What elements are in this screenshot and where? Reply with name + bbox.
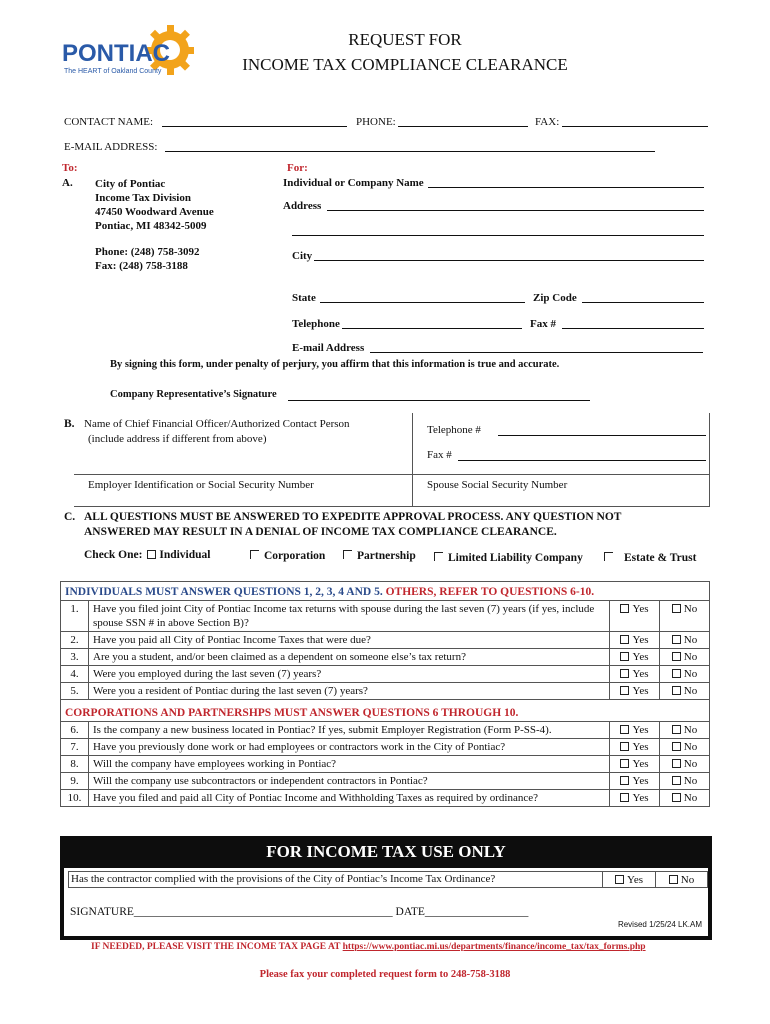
yes-option[interactable] [610,790,660,807]
for-fax-field[interactable] [562,328,704,329]
zip-label: Zip Code [533,292,577,304]
question-text: Were you a resident of Pontiac during the last seven (7) years? [89,683,610,700]
section-c-line-1: ALL QUESTIONS MUST BE ANSWERED TO EXPEDITE APPROVAL PROCESS. ANY QUESTION NOT [84,511,622,523]
for-label: For: [287,162,308,174]
estate-option: Estate & Trust [624,552,697,564]
footer-visit-text: IF NEEDED, PLEASE VISIT THE INCOME TAX PAGE AT [91,942,341,952]
contact-name-label: CONTACT NAME: [64,116,154,128]
to-contact [95,245,200,273]
no-label: No [683,792,698,804]
yes-checkbox[interactable] [620,635,629,644]
no-label: No [683,634,698,646]
company-name-field[interactable] [428,187,704,188]
address-field[interactable] [327,210,704,211]
b-fax-field[interactable] [458,460,706,461]
partnership-row [343,550,416,562]
table-row [61,790,710,807]
question-number: 5. [61,683,89,700]
no-checkbox[interactable] [672,725,681,734]
office-signature-line[interactable]: SIGNATURE_____________________________________________ DATE__________________ [70,906,529,918]
yes-checkbox[interactable] [620,725,629,734]
individual-checkbox[interactable] [147,550,156,559]
yes-checkbox[interactable] [620,686,629,695]
question-number: 6. [61,722,89,739]
address-field-2[interactable] [292,235,704,236]
cfo-label: Name of Chief Financial Officer/Authorized Contact Person [84,418,350,430]
yes-label: Yes [632,758,649,770]
yes-checkbox[interactable] [620,776,629,785]
yes-checkbox[interactable] [620,793,629,802]
state-label: State [292,292,316,304]
no-checkbox[interactable] [672,669,681,678]
to-address [95,177,214,233]
question-number: 1. [61,601,89,632]
individuals-header-red: OTHERS, REFER TO QUESTIONS 6-10. [385,586,595,598]
corporations-header: CORPORATIONS AND PARTNERSHPS MUST ANSWER QUESTIONS 6 THROUGH 10. [61,700,710,722]
no-label: No [683,758,698,770]
footer-visit [91,942,646,952]
yes-label: Yes [632,603,649,615]
perjury-statement: By signing this form, under penalty of perjury, you affirm that this information is true and accurate. [110,359,560,370]
no-label: No [683,775,698,787]
city-label: City [292,250,313,262]
question-text: Have you previously done work or had employees or contractors work in the City of Pontiac? [89,739,610,756]
table-row [61,666,710,683]
state-field[interactable] [320,302,525,303]
yes-option[interactable] [610,683,660,700]
yes-label: Yes [632,651,649,663]
city-field[interactable] [314,260,704,261]
yes-checkbox[interactable] [620,652,629,661]
yes-label: Yes [632,634,649,646]
no-option[interactable] [660,601,710,632]
question-text: Is the company a new business located in Pontiac? If yes, submit Employer Registration (Form P-SS-4). [89,722,610,739]
yes-checkbox[interactable] [620,742,629,751]
yes-label: Yes [632,792,649,804]
office-no-checkbox[interactable] [669,875,678,884]
table-row [61,649,710,666]
no-label: No [683,741,698,753]
question-number: 4. [61,666,89,683]
logo-wordmark: PONTIAC [62,40,170,67]
individual-option: Individual [159,549,211,561]
yes-option[interactable] [610,666,660,683]
estate-checkbox[interactable] [604,552,613,561]
yes-checkbox[interactable] [620,604,629,613]
llc-checkbox[interactable] [434,552,443,561]
section-b-letter: B. [64,418,75,430]
questions-table [60,581,710,807]
question-number: 8. [61,756,89,773]
to-phone: Phone: (248) 758-3092 [95,246,200,258]
telephone-label: Telephone [292,318,340,330]
company-name-label: Individual or Company Name [283,177,424,189]
no-checkbox[interactable] [672,793,681,802]
office-yes-label: Yes [626,874,643,886]
table-row [61,739,710,756]
for-email-field[interactable] [370,352,703,353]
to-line-1: City of Pontiac [95,178,166,190]
question-number: 9. [61,773,89,790]
footer-fax: Please fax your completed request form to 248-758-3188 [259,969,511,980]
question-number: 3. [61,649,89,666]
no-label: No [683,685,698,697]
no-option[interactable] [660,722,710,739]
estate-row [604,552,696,564]
pontiac-logo [62,22,192,84]
section-c-line-2: ANSWERED MAY RESULT IN A DENIAL OF INCOME TAX COMPLIANCE CLEARANCE. [84,526,557,538]
to-label: To: [62,162,78,174]
to-line-3: 47450 Woodward Avenue [95,206,214,218]
yes-option[interactable] [610,649,660,666]
section-c-letter: C. [64,511,76,523]
table-row [61,632,710,649]
no-option[interactable] [660,739,710,756]
question-number: 2. [61,632,89,649]
phone-label: PHONE: [356,116,396,128]
no-label: No [683,724,698,736]
cfo-sub-label: (include address if different from above) [88,433,267,445]
question-number: 10. [61,790,89,807]
yes-label: Yes [632,741,649,753]
no-option[interactable] [660,649,710,666]
no-checkbox[interactable] [672,759,681,768]
no-label: No [683,651,698,663]
for-fax-label: Fax # [530,318,556,330]
email-field[interactable] [165,151,655,152]
corporation-checkbox[interactable] [250,550,259,559]
question-text: Will the company have employees working in Pontiac? [89,756,610,773]
question-text: Have you filed joint City of Pontiac Income tax returns with spouse during the last seven (7) years (if yes, include spouse SSN # in above Section B)? [89,601,610,632]
no-checkbox[interactable] [672,686,681,695]
yes-option[interactable] [610,739,660,756]
table-row [61,601,710,632]
yes-checkbox[interactable] [620,669,629,678]
office-no-option[interactable] [656,871,708,888]
zip-field[interactable] [582,302,704,303]
b-telephone-field[interactable] [498,435,706,436]
partnership-checkbox[interactable] [343,550,352,559]
office-use-question: Has the contractor complied with the provisions of the City of Pontiac’s Income Tax Ordinance? [71,873,496,885]
yes-option[interactable] [610,722,660,739]
no-label: No [683,668,698,680]
fax-label: FAX: [535,116,560,128]
b-fax-label: Fax # [427,449,452,461]
corporation-row [250,550,325,562]
question-text: Will the company use subcontractors or independent contractors in Pontiac? [89,773,610,790]
fax-field[interactable] [562,126,708,127]
no-option[interactable] [660,790,710,807]
individuals-header-text: INDIVIDUALS MUST ANSWER QUESTIONS 1, 2, 3, 4 AND 5. [65,586,383,598]
contact-name-field[interactable] [162,126,347,127]
title-line-1: REQUEST FOR [348,30,462,49]
no-checkbox[interactable] [672,652,681,661]
signature-label: Company Representative’s Signature [110,389,277,400]
yes-label: Yes [632,775,649,787]
office-no-label: No [680,874,695,886]
yes-label: Yes [632,668,649,680]
office-use-box [60,836,712,940]
no-option[interactable] [660,773,710,790]
yes-label: Yes [632,724,649,736]
question-text: Were you employed during the last seven (7) years? [89,666,610,683]
table-row [61,722,710,739]
table-row [61,756,710,773]
email-label: E-MAIL ADDRESS: [64,141,158,153]
no-checkbox[interactable] [672,635,681,644]
to-line-4: Pontiac, MI 48342-5009 [95,220,207,232]
no-checkbox[interactable] [672,776,681,785]
question-text: Have you paid all City of Pontiac Income Taxes that were due? [89,632,610,649]
individuals-header [61,582,710,601]
no-option[interactable] [660,756,710,773]
yes-label: Yes [632,685,649,697]
office-use-inner [64,868,708,936]
question-number: 7. [61,739,89,756]
to-fax: Fax: (248) 758-3188 [95,260,188,272]
question-text: Have you filed and paid all City of Pontiac Income and Withholding Taxes as required by ordinance? [89,790,610,807]
check-one-label: Check One: [84,549,143,561]
check-one-row [84,549,211,561]
corporation-option: Corporation [264,550,326,562]
title-line-2: INCOME TAX COMPLIANCE CLEARANCE [242,55,568,74]
section-b [60,413,710,507]
no-option[interactable] [660,683,710,700]
partnership-option: Partnership [357,550,416,562]
yes-option[interactable] [610,632,660,649]
no-option[interactable] [660,666,710,683]
tax-forms-link[interactable]: https://www.pontiac.mi.us/departments/finance/income_tax/tax_forms.php [342,942,646,952]
address-label: Address [283,200,322,212]
no-option[interactable] [660,632,710,649]
office-use-heading: FOR INCOME TAX USE ONLY [266,842,506,861]
no-checkbox[interactable] [672,604,681,613]
b-telephone-label: Telephone # [427,424,481,436]
yes-option[interactable] [610,601,660,632]
ein-label: Employer Identification or Social Security Number [88,479,314,491]
to-line-2: Income Tax Division [95,192,191,204]
question-text: Are you a student, and/or been claimed as a dependent on someone else’s tax return? [89,649,610,666]
for-email-label: E-mail Address [292,342,365,354]
office-yes-option[interactable] [602,871,656,888]
no-label: No [683,603,698,615]
office-yes-checkbox[interactable] [615,875,624,884]
logo-tagline: The HEART of Oakland County [64,68,162,75]
telephone-field[interactable] [342,328,522,329]
revised-date: Revised 1/25/24 LK.AM [617,920,702,929]
table-row [61,773,710,790]
table-row [61,683,710,700]
signature-field[interactable] [288,400,590,401]
no-checkbox[interactable] [672,742,681,751]
phone-field[interactable] [398,126,528,127]
yes-option[interactable] [610,773,660,790]
yes-checkbox[interactable] [620,759,629,768]
llc-option: Limited Liability Company [448,552,583,564]
spouse-ssn-label: Spouse Social Security Number [427,479,568,491]
yes-option[interactable] [610,756,660,773]
to-letter: A. [62,177,73,189]
llc-row [434,552,583,564]
